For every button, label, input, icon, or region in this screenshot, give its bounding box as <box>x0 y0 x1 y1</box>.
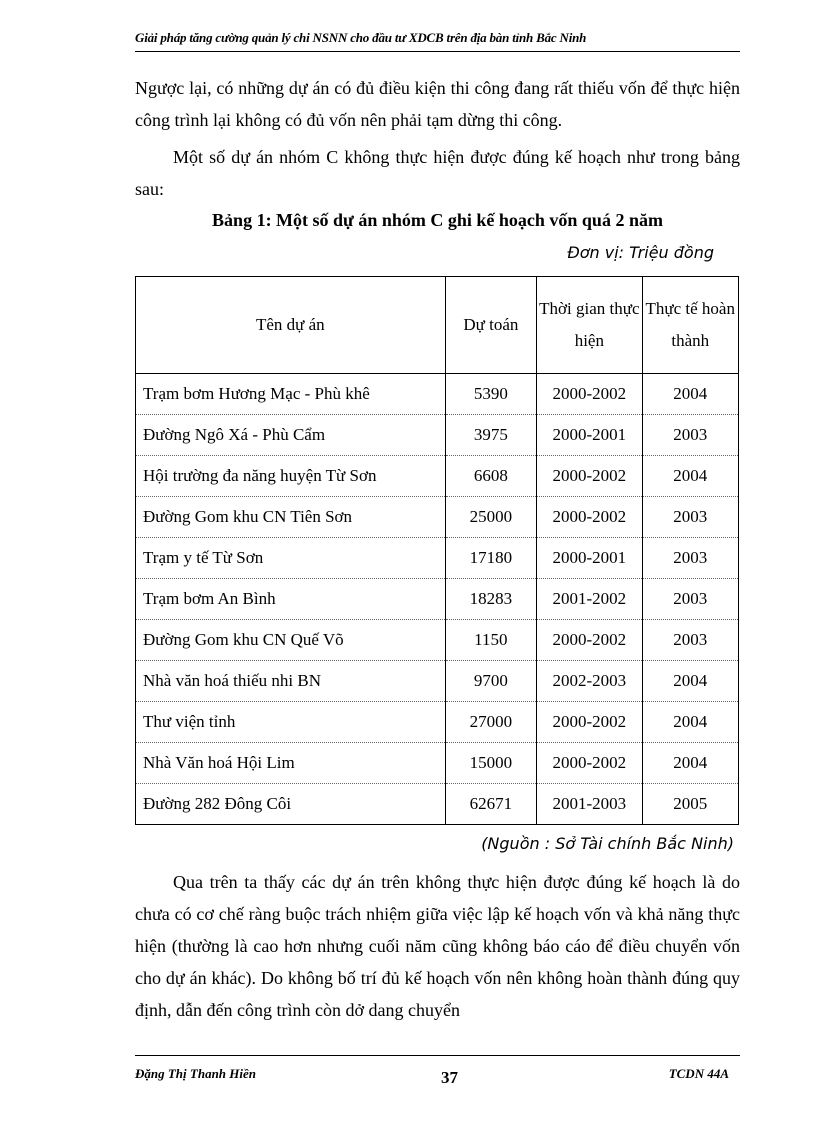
table-row <box>136 538 739 579</box>
cell-project-name: Trạm y tế Từ Sơn <box>136 538 446 579</box>
cell-duration: 2000-2001 <box>537 538 642 579</box>
footer-author: Đặng Thị Thanh Hiền <box>135 1066 257 1081</box>
table-title: Bảng 1: Một số dự án nhóm C ghi kế hoạch vốn quá 2 năm <box>212 210 663 230</box>
cell-actual-completion: 2003 <box>642 415 738 456</box>
cell-estimate: 1150 <box>445 620 537 661</box>
cell-actual-completion: 2003 <box>642 538 738 579</box>
cell-duration: 2000-2002 <box>537 620 642 661</box>
cell-actual-completion: 2005 <box>642 784 738 825</box>
cell-actual-completion: 2003 <box>642 579 738 620</box>
footer-class: TCDN 44A <box>668 1066 729 1081</box>
cell-estimate: 17180 <box>445 538 537 579</box>
cell-actual-completion: 2003 <box>642 497 738 538</box>
cell-estimate: 62671 <box>445 784 537 825</box>
table-row <box>136 784 739 825</box>
cell-estimate: 25000 <box>445 497 537 538</box>
cell-duration: 2001-2003 <box>537 784 642 825</box>
cell-actual-completion: 2004 <box>642 661 738 702</box>
header-divider <box>135 51 740 52</box>
table-row <box>136 374 739 415</box>
cell-project-name: Nhà văn hoá thiếu nhi BN <box>136 661 446 702</box>
cell-actual-completion: 2004 <box>642 743 738 784</box>
cell-duration: 2002-2003 <box>537 661 642 702</box>
cell-estimate: 27000 <box>445 702 537 743</box>
paragraph-2: Một số dự án nhóm C không thực hiện được đúng kế hoạch như trong bảng sau: <box>135 147 740 199</box>
cell-duration: 2000-2002 <box>537 497 642 538</box>
cell-estimate: 18283 <box>445 579 537 620</box>
footer-divider <box>135 1055 740 1056</box>
cell-actual-completion: 2003 <box>642 620 738 661</box>
cell-duration: 2000-2002 <box>537 456 642 497</box>
table-row <box>136 415 739 456</box>
cell-project-name: Đường 282 Đông Côi <box>136 784 446 825</box>
cell-project-name: Nhà Văn hoá Hội Lim <box>136 743 446 784</box>
header-estimate: Dự toán <box>445 277 537 374</box>
table-unit: Đơn vị: Triệu đồng <box>567 243 714 262</box>
page-number: 37 <box>441 1068 458 1087</box>
table-source: (Nguồn : Sở Tài chính Bắc Ninh) <box>481 834 734 853</box>
paragraph-1: Ngược lại, có những dự án có đủ điều kiện thi công đang rất thiếu vốn để thực hiện công trình lại không có đủ vốn nên phải tạm dừng thi công. <box>135 78 740 130</box>
cell-project-name: Trạm bơm Hương Mạc - Phù khê <box>136 374 446 415</box>
cell-actual-completion: 2004 <box>642 702 738 743</box>
cell-duration: 2000-2002 <box>537 374 642 415</box>
cell-actual-completion: 2004 <box>642 456 738 497</box>
table-header-row <box>136 277 739 374</box>
cell-actual-completion: 2004 <box>642 374 738 415</box>
cell-duration: 2000-2002 <box>537 702 642 743</box>
header-duration: Thời gian thực hiện <box>537 277 642 374</box>
cell-estimate: 3975 <box>445 415 537 456</box>
header-project-name: Tên dự án <box>136 277 446 374</box>
table-row <box>136 702 739 743</box>
header-actual-completion: Thực tế hoàn thành <box>642 277 738 374</box>
table-row <box>136 497 739 538</box>
cell-project-name: Đường Gom khu CN Quế Võ <box>136 620 446 661</box>
cell-estimate: 5390 <box>445 374 537 415</box>
table-body <box>136 374 739 825</box>
cell-duration: 2000-2001 <box>537 415 642 456</box>
cell-duration: 2001-2002 <box>537 579 642 620</box>
cell-project-name: Đường Ngô Xá - Phù Cẩm <box>136 415 446 456</box>
cell-project-name: Thư viện tỉnh <box>136 702 446 743</box>
cell-estimate: 15000 <box>445 743 537 784</box>
table-row <box>136 456 739 497</box>
cell-project-name: Hội trường đa năng huyện Từ Sơn <box>136 456 446 497</box>
paragraph-3: Qua trên ta thấy các dự án trên không thực hiện được đúng kế hoạch là do chưa có cơ chế ràng buộc trách nhiệm giữa việc lập kế hoạch vốn và khả năng thực hiện (thường là cao hơn nhưng cuối năm cũng không báo cáo để điều chuyển vốn cho dự án khác). Do không bố trí đủ kế hoạch vốn nên không hoàn thành đúng quy định, dẫn đến công trình còn dở dang chuyển <box>135 872 740 1020</box>
table-row <box>136 661 739 702</box>
cell-project-name: Đường Gom khu CN Tiên Sơn <box>136 497 446 538</box>
cell-duration: 2000-2002 <box>537 743 642 784</box>
table-row <box>136 620 739 661</box>
table-row <box>136 579 739 620</box>
cell-estimate: 9700 <box>445 661 537 702</box>
running-header: Giải pháp tăng cường quản lý chi NSNN cho đầu tư XDCB trên địa bàn tỉnh Bắc Ninh <box>135 30 587 45</box>
projects-table <box>135 276 739 825</box>
cell-project-name: Trạm bơm An Bình <box>136 579 446 620</box>
table-row <box>136 743 739 784</box>
cell-estimate: 6608 <box>445 456 537 497</box>
